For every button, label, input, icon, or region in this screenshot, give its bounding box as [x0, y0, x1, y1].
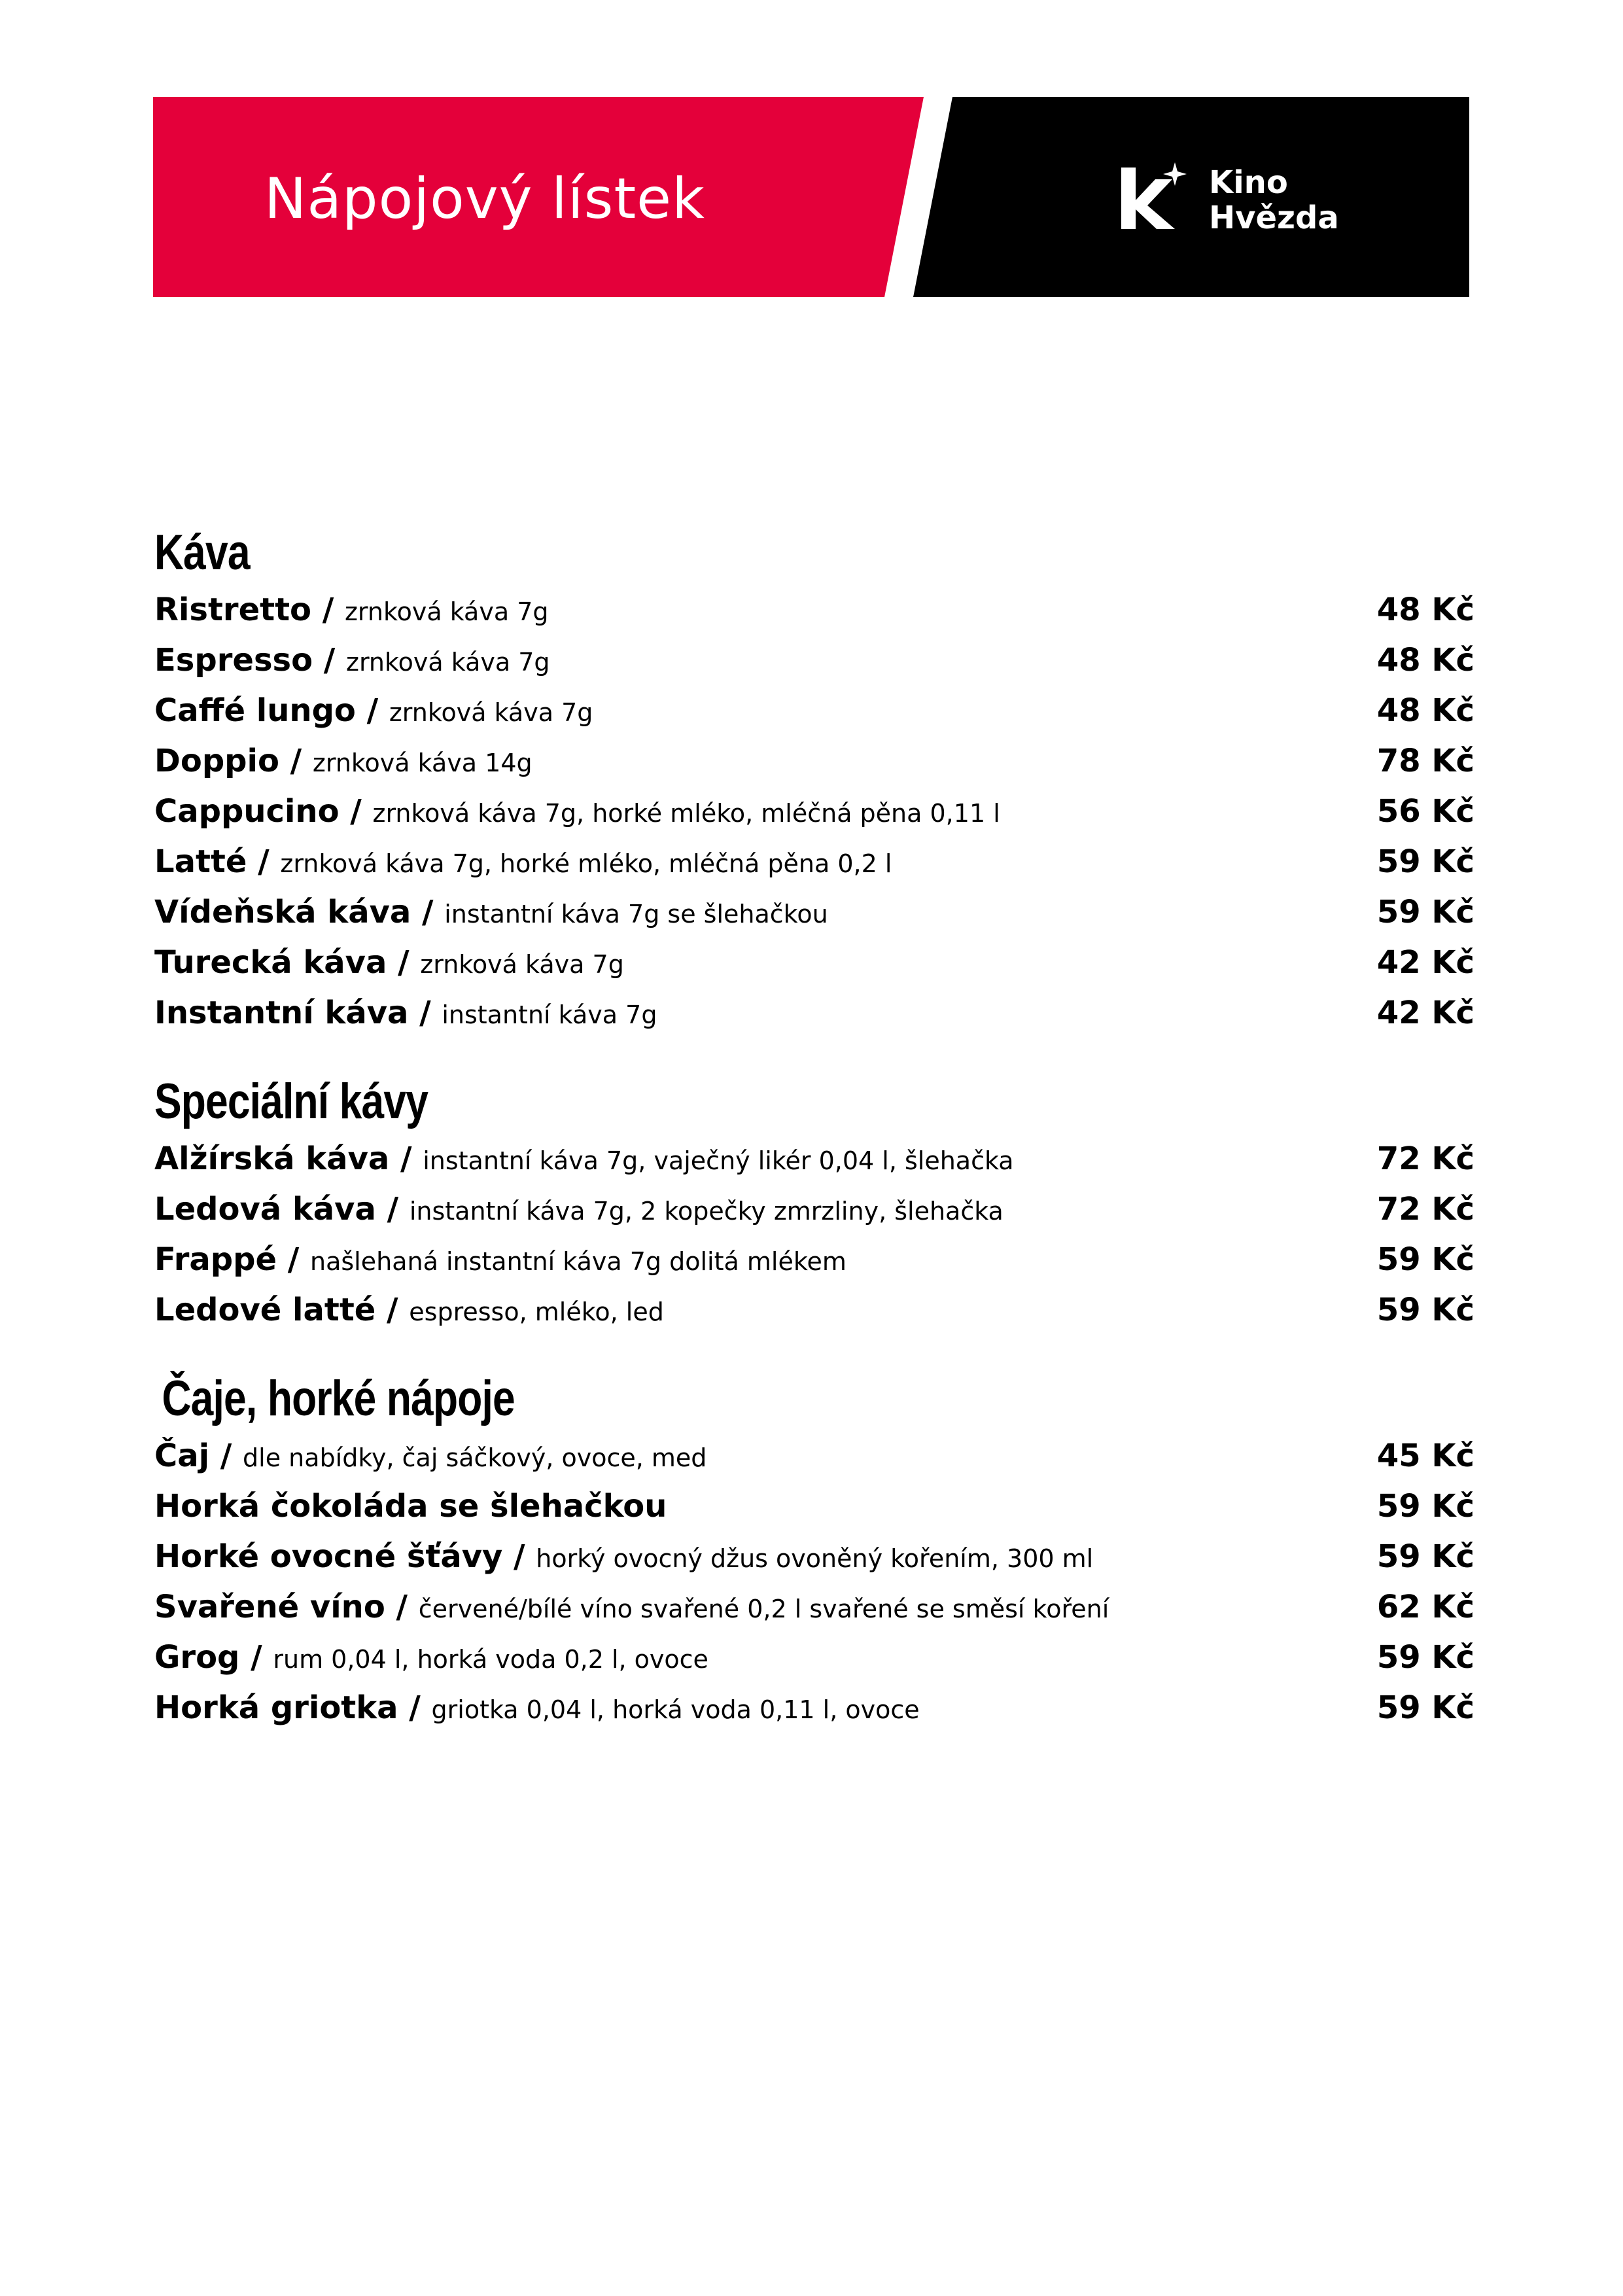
separator: / [502, 1538, 536, 1575]
menu-item-text [154, 1488, 667, 1525]
item-name: Turecká káva [154, 944, 387, 981]
menu-item-text [154, 944, 624, 981]
logo-line-1: Kino [1209, 164, 1288, 201]
menu-item [154, 793, 1475, 843]
item-price: 48 Kč [1376, 642, 1475, 679]
logo-text [1209, 165, 1339, 236]
separator: / [385, 1589, 419, 1625]
menu-content [154, 523, 1475, 1767]
separator: / [408, 995, 442, 1031]
item-name: Latté [154, 843, 247, 880]
menu-item-text [154, 1589, 1109, 1625]
item-price: 62 Kč [1376, 1589, 1475, 1625]
header-banner [153, 97, 1469, 297]
item-name: Svařené víno [154, 1589, 385, 1625]
item-price: 59 Kč [1376, 894, 1475, 930]
page-title: Nápojový lístek [264, 166, 705, 232]
menu-item [154, 1488, 1475, 1538]
item-name: Horká čokoláda se šlehačkou [154, 1488, 667, 1525]
menu-item [154, 1589, 1475, 1639]
item-price: 59 Kč [1376, 1689, 1475, 1726]
menu-item [154, 1438, 1475, 1488]
menu-item [154, 843, 1475, 894]
menu-item-text [154, 843, 892, 880]
menu-item [154, 995, 1475, 1045]
item-description: griotka 0,04 l, horká voda 0,11 l, ovoce [431, 1695, 920, 1724]
item-name: Čaj [154, 1438, 210, 1474]
item-price: 59 Kč [1376, 1538, 1475, 1575]
item-price: 56 Kč [1376, 793, 1475, 830]
menu-item [154, 592, 1475, 642]
menu-item-text [154, 592, 549, 628]
menu-item-text [154, 793, 1000, 830]
menu-item [154, 1140, 1475, 1191]
separator: / [239, 1639, 273, 1676]
section-title: Speciální kávy [154, 1074, 428, 1129]
item-name: Horká griotka [154, 1689, 398, 1726]
menu-item-text [154, 995, 657, 1031]
item-name: Ristretto [154, 592, 312, 628]
logo-line-2: Hvězda [1209, 200, 1339, 236]
menu-item-text [154, 1538, 1093, 1575]
item-price: 59 Kč [1376, 1241, 1475, 1278]
menu-item-text [154, 1241, 846, 1278]
item-description: červené/bílé víno svařené 0,2 l svařené se směsí koření [418, 1595, 1109, 1623]
k-star-logo-icon [1121, 162, 1191, 234]
menu-item [154, 1538, 1475, 1589]
separator: / [209, 1438, 243, 1474]
item-description: zrnková káva 14g [312, 749, 532, 777]
separator: / [339, 793, 373, 830]
item-name: Alžírská káva [154, 1140, 390, 1177]
item-name: Ledová káva [154, 1191, 376, 1227]
item-description: zrnková káva 7g [344, 597, 549, 626]
item-price: 59 Kč [1376, 1639, 1475, 1676]
menu-item [154, 1241, 1475, 1292]
separator: / [279, 743, 313, 779]
separator: / [375, 1191, 410, 1227]
item-price: 59 Kč [1376, 1488, 1475, 1525]
item-description: instantní káva 7g se šlehačkou [444, 900, 828, 928]
item-description: dle nabídky, čaj sáčkový, ovoce, med [243, 1443, 707, 1472]
item-name: Grog [154, 1639, 240, 1676]
item-price: 48 Kč [1376, 592, 1475, 628]
item-name: Cappucino [154, 793, 340, 830]
item-name: Espresso [154, 642, 313, 679]
item-name: Horké ovocné šťávy [154, 1538, 503, 1575]
item-price: 48 Kč [1376, 692, 1475, 729]
separator: / [247, 843, 281, 880]
item-name: Doppio [154, 743, 279, 779]
item-price: 42 Kč [1376, 995, 1475, 1031]
item-price: 42 Kč [1376, 944, 1475, 981]
separator: / [387, 944, 421, 981]
menu-item [154, 894, 1475, 944]
item-name: Instantní káva [154, 995, 409, 1031]
separator: / [398, 1689, 432, 1726]
item-description: zrnková káva 7g, horké mléko, mléčná pěna 0,11 l [372, 799, 1000, 828]
separator: / [277, 1241, 311, 1278]
separator: / [311, 592, 345, 628]
menu-item-text [154, 1438, 707, 1474]
separator: / [355, 692, 389, 729]
item-name: Frappé [154, 1241, 277, 1278]
item-description: zrnková káva 7g, horké mléko, mléčná pěna 0,2 l [280, 849, 892, 878]
item-description: zrnková káva 7g [389, 698, 593, 727]
menu-section [154, 1369, 1475, 1740]
item-price: 72 Kč [1376, 1140, 1475, 1177]
separator: / [375, 1292, 410, 1328]
menu-item [154, 1191, 1475, 1241]
menu-item [154, 692, 1475, 743]
item-price: 59 Kč [1376, 843, 1475, 880]
menu-item [154, 1292, 1475, 1342]
section-title: Káva [154, 525, 250, 580]
menu-item-text [154, 692, 593, 729]
menu-item-text [154, 1292, 664, 1328]
item-description: horký ovocný džus ovoněný kořením, 300 ml [536, 1544, 1094, 1573]
menu-item-text [154, 1639, 708, 1676]
item-name: Vídeňská káva [154, 894, 411, 930]
menu-item [154, 642, 1475, 692]
menu-item-text [154, 1191, 1003, 1227]
menu-item-text [154, 1140, 1014, 1177]
menu-item-text [154, 1689, 920, 1726]
kino-hvezda-logo [1121, 162, 1370, 234]
item-description: instantní káva 7g, vaječný likér 0,04 l, šlehačka [423, 1146, 1014, 1175]
separator: / [313, 642, 347, 679]
item-price: 78 Kč [1376, 743, 1475, 779]
item-description: zrnková káva 7g [346, 648, 550, 677]
item-price: 72 Kč [1376, 1191, 1475, 1227]
menu-item [154, 1689, 1475, 1740]
menu-section [154, 1072, 1475, 1342]
item-description: zrnková káva 7g [420, 950, 624, 979]
item-name: Caffé lungo [154, 692, 356, 729]
item-description: instantní káva 7g [442, 1000, 657, 1029]
item-description: našlehaná instantní káva 7g dolitá mlékem [310, 1247, 846, 1276]
menu-item-text [154, 894, 828, 930]
item-price: 45 Kč [1376, 1438, 1475, 1474]
menu-item [154, 743, 1475, 793]
item-description: rum 0,04 l, horká voda 0,2 l, ovoce [273, 1645, 708, 1674]
item-name: Ledové latté [154, 1292, 376, 1328]
separator: / [411, 894, 445, 930]
menu-item-text [154, 743, 532, 779]
menu-item-text [154, 642, 550, 679]
menu-item [154, 1639, 1475, 1689]
item-price: 59 Kč [1376, 1292, 1475, 1328]
menu-item [154, 944, 1475, 995]
section-title: Čaje, horké nápoje [162, 1371, 515, 1426]
separator: / [389, 1140, 423, 1177]
menu-section [154, 523, 1475, 1045]
item-description: instantní káva 7g, 2 kopečky zmrzliny, šlehačka [409, 1197, 1003, 1226]
item-description: espresso, mléko, led [409, 1298, 664, 1326]
